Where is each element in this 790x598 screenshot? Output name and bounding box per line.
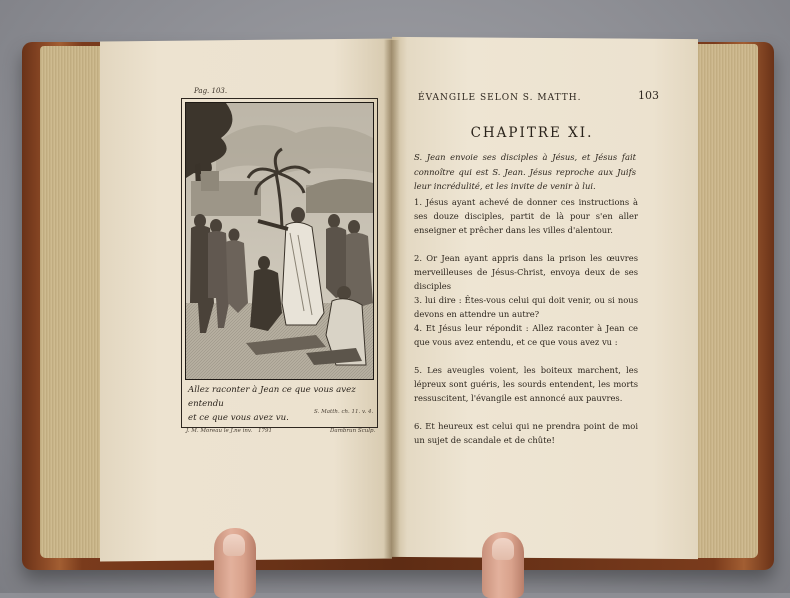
engraving-illustration — [185, 102, 374, 380]
right-page-edges — [692, 44, 758, 558]
right-thumb — [482, 532, 524, 598]
chapter-title: CHAPITRE XI. — [470, 125, 594, 141]
caption-line-1: Allez raconter à Jean ce que vous avez entendu — [188, 385, 356, 409]
verse-1: 1. Jésus ayant achevé de donner ces instructions à ses douze disciples, partit de là pour s'en aller enseigner et prêcher dans les villes d'alentour. — [414, 197, 638, 235]
credit-designer: J. M. Moreau le J.ne inv. — [186, 428, 253, 434]
verse-5: 5. Les aveugles voient, les boiteux marchent, les lépreux sont guéris, les sourds entendent, les morts ressuscitent, l'évangile est annoncé aux pauvres. — [414, 365, 638, 403]
right-thumbnail — [492, 538, 514, 560]
credit-engraver: Dambrun Sculp. — [330, 428, 376, 434]
book-gutter — [384, 40, 400, 558]
plate-caption — [188, 383, 372, 425]
plate-page-reference: Pag. 103. — [194, 87, 228, 95]
verse-4: 4. Et Jésus leur répondit : Allez raconter à Jean ce que vous avez entendu, et ce que vous avez vu : — [414, 323, 638, 347]
verse-2: 2. Or Jean ayant appris dans la prison les œuvres merveilleuses de Jésus-Christ, envoya deux de ses disciples — [414, 253, 638, 291]
credit-scripture-reference: S. Matth. ch. 11. v. 4. — [314, 409, 374, 415]
left-thumbnail — [223, 534, 245, 556]
verse-6: 6. Et heureux est celui qui ne prendra point de moi un sujet de scandale et de chûte! — [414, 421, 638, 445]
page-number: 103 — [638, 89, 659, 102]
verse-3: 3. lui dire : Êtes-vous celui qui doit venir, ou si nous devons en attendre un autre? — [414, 295, 638, 319]
running-head: ÉVANGILE SELON S. MATTH. — [418, 93, 582, 103]
chapter-summary: S. Jean envoie ses disciples à Jésus, et Jésus fait connoître qui est S. Jean. Jésus reproche aux Juifs leur incrédulité, et les invite de venir à lui. — [414, 152, 636, 191]
caption-line-2: et ce que vous avez vu. — [188, 413, 289, 423]
left-thumb — [214, 528, 256, 598]
credit-year: 1791 — [258, 428, 272, 434]
